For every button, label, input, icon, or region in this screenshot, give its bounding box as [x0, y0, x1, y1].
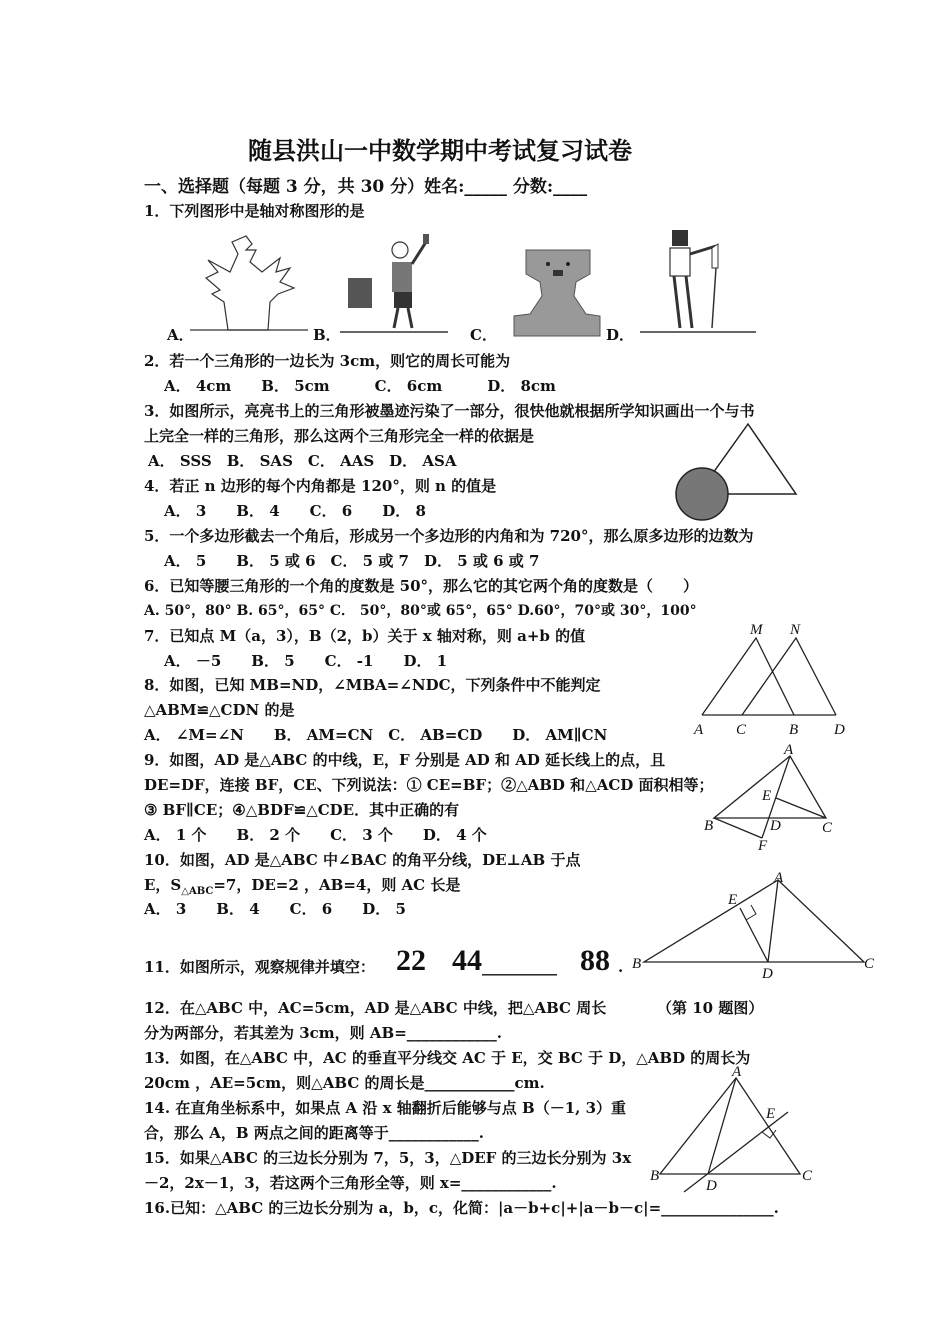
q1-figure-b-warrior [340, 234, 450, 336]
q8-label-b: B [789, 722, 799, 738]
q10-label-d: D [762, 966, 773, 982]
q13-text-line1: 13．如图，在△ABC 中，AC 的垂直平分线交 AC 于 E，交 BC 于 D，△ABD 的周长为 [144, 1049, 751, 1067]
q1-option-d: D． [606, 326, 635, 344]
q5-text: 5．一个多边形截去一个角后，形成另一个多边形的内角和为 720°，那么原多边形的边数为 [144, 527, 754, 545]
q8-figure-two-triangles [690, 620, 860, 740]
q12-text-line2: 分为两部分，若其差为 3cm，则 AB=____________. [144, 1024, 502, 1042]
q8-options: A． ∠M=∠N B． AM=CN C． AB=CD D． AM∥CN [144, 726, 608, 744]
q3-text-line2: 上完全一样的三角形，那么这两个三角形完全一样的依据是 [144, 427, 535, 445]
q9-label-c: C [822, 820, 833, 836]
q6-options: A. 50°，80° B. 65°，65° C． 50°，80°或 65°，65° D.60°，70°或 30°，100° [144, 603, 697, 619]
q2-options: A． 4cm B． 5cm C． 6cm D． 8cm [164, 377, 556, 395]
page-title: 随县洪山一中数学期中考试复习试卷 [248, 136, 632, 165]
q14-text-line2: 合，那么 A，B 两点之间的距离等于____________. [144, 1124, 484, 1142]
q8-label-n: N [790, 622, 801, 638]
q1-option-b: B． [313, 326, 341, 344]
q8-label-c: C [736, 722, 747, 738]
q11-text: 11．如图所示，观察规律并填空： [144, 958, 375, 976]
q11-figure-22: 22 [396, 944, 426, 977]
q10-options: A． 3 B． 4 C． 6 D． 5 [144, 900, 406, 918]
q10-label-b: B [632, 956, 642, 972]
q8-text-line2: △ABM≌△CDN 的是 [144, 701, 295, 719]
q1-figure-d-person [640, 224, 758, 336]
q4-options: A． 3 B． 4 C． 6 D． 8 [164, 502, 426, 520]
q9-label-e: E [762, 788, 772, 804]
q3-figure-stained-triangle [674, 420, 804, 524]
q10-label-c: C [864, 956, 875, 972]
q3-options: A． SSS B． SAS C． AAS D． ASA [148, 452, 457, 470]
q9-label-b: B [704, 818, 714, 834]
q9-text-line3: ③ BF∥CE；④△BDF≌△CDE．其中正确的有 [144, 801, 460, 819]
section1-header: 一、选择题（每题 3 分，共 30 分）姓名:_____ 分数:____ [144, 177, 588, 197]
q9-label-d: D [770, 818, 781, 834]
q1-text: 1．下列图形中是轴对称图形的是 [144, 202, 365, 220]
q5-options: A． 5 B． 5 或 6 C． 5 或 7 D． 5 或 6 或 7 [164, 552, 540, 570]
q11-blank: __________ [482, 958, 557, 976]
q10-text-line1: 10．如图，AD 是△ABC 中∠BAC 的角平分线，DE⊥AB 于点 [144, 851, 581, 869]
q9-label-f: F [758, 838, 768, 854]
q13-label-b: B [650, 1168, 660, 1184]
q6-text: 6．已知等腰三角形的一个角的度数是 50°，那么它的其它两个角的度数是（ ） [144, 577, 699, 595]
q7-options: A． －5 B． 5 C． -1 D． 1 [164, 652, 448, 670]
q3-text-line1: 3．如图所示，亮亮书上的三角形被墨迹污染了一部分，很快他就根据所学知识画出一个与书 [144, 402, 755, 420]
q9-text-line1: 9．如图，AD 是△ABC 的中线，E，F 分别是 AD 和 AD 延长线上的点，且 [144, 751, 666, 769]
q15-text-line2: －2，2x－1，3，若这两个三角形全等，则 x=____________. [144, 1174, 557, 1192]
q15-text-line1: 15．如果△ABC 的三边长分别为 7，5，3，△DEF 的三边长分别为 3x [144, 1149, 632, 1167]
q10-label-a: A [774, 870, 784, 886]
q13-label-d: D [706, 1178, 717, 1194]
q14-text-line1: 14. 在直角坐标系中，如果点 A 沿 x 轴翻折后能够与点 B（－1, 3）重 [144, 1099, 627, 1117]
q8-label-a: A [694, 722, 704, 738]
q4-text: 4．若正 n 边形的每个内角都是 120°，则 n 的值是 [144, 477, 497, 495]
q12-text-line1: 12．在△ABC 中，AC=5cm，AD 是△ABC 中线，把△ABC 周长 [144, 999, 607, 1017]
q9-label-a: A [784, 742, 794, 758]
q11-figure-44: 44 [452, 944, 482, 977]
q9-text-line2: DE=DF，连接 BF，CE、下列说法：① CE=BF；②△ABD 和△ACD 面积相等； [144, 776, 714, 794]
q8-label-m: M [750, 622, 763, 638]
q1-option-c: C． [470, 326, 497, 344]
q10-figure-caption: （第 10 题图） [657, 999, 764, 1017]
q9-options: A． 1 个 B． 2 个 C． 3 个 D． 4 个 [144, 826, 487, 844]
q13-label-e: E [766, 1106, 776, 1122]
q13-label-a: A [732, 1064, 742, 1080]
q10-text-line2: E，$S_{\triangle ABC}=7$，DE=2 ，AB=4，则 AC 长是 [144, 876, 461, 897]
q1-figure-a-tree [190, 232, 310, 332]
q13-figure-perpendicular-bisector [650, 1066, 830, 1196]
q7-text: 7．已知点 M（a，3），B（2，b）关于 x 轴对称，则 a+b 的值 [144, 627, 586, 645]
q1-figure-c-dog [508, 244, 608, 338]
q8-label-d: D [834, 722, 845, 738]
q13-label-c: C [802, 1168, 813, 1184]
q9-figure-median [700, 742, 850, 854]
q10-label-e: E [728, 892, 738, 908]
q2-text: 2．若一个三角形的一边长为 3cm，则它的周长可能为 [144, 352, 511, 370]
q16-text: 16.已知：△ABC 的三边长分别为 a，b，c，化简：|a－b+c|+|a－b－c|=_______________. [144, 1199, 779, 1217]
q8-text-line1: 8．如图，已知 MB=ND，∠MBA=∠NDC，下列条件中不能判定 [144, 676, 601, 694]
q11-end: . [618, 958, 624, 976]
q13-text-line2: 20cm ，AE=5cm，则△ABC 的周长是____________cm. [144, 1074, 545, 1092]
q10-figure-angle-bisector [628, 866, 884, 984]
q1-option-a: A． [167, 326, 194, 344]
q11-figure-88: 88 [580, 944, 610, 977]
